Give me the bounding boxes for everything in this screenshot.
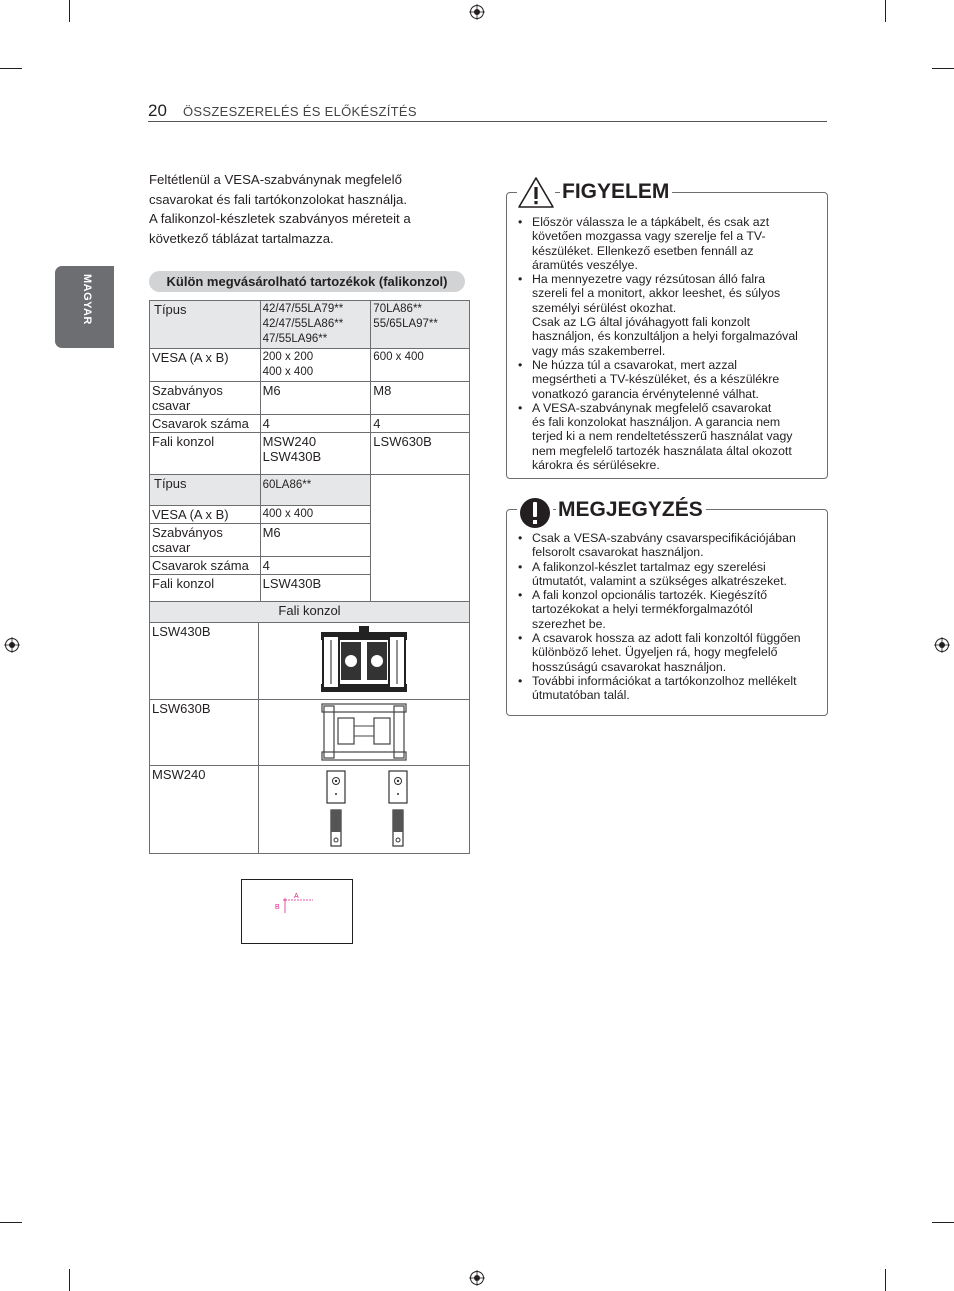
spec-bracket-col1: MSW240 LSW430B xyxy=(260,433,371,475)
spec-empty-cell xyxy=(371,475,470,605)
spec-row-label: Szabványos csavar xyxy=(150,382,261,415)
spec-screw-col1: M6 xyxy=(260,382,371,415)
caution-item: • Először válassza le a tápkábelt, és csak azt követően mozgassa vagy szerelje fel a TV- készüléket. Ellenkező esetben fennáll az áramütés veszélye. xyxy=(517,215,822,272)
msw240-bracket-icon xyxy=(259,766,469,850)
caution-item: • A VESA-szabványnak megfelelő csavarokat és fali konzolokat használjon. A garancia nem terjed ki a nem rendeltetésszerű használat vagy nem megfelelő tartozék használata által okozott károkra és sérülésekre. xyxy=(517,401,822,472)
bracket-table xyxy=(149,601,470,854)
bracket-illustration-cell xyxy=(259,700,470,766)
warning-triangle-icon xyxy=(517,176,555,209)
crop-mark xyxy=(0,68,22,69)
vesa-dimension-diagram xyxy=(241,879,353,945)
note-list xyxy=(517,531,822,703)
caution-item: • Ha mennyezetre vagy rézsútosan álló falra szereli fel a monitort, akkor leeshet, és súlyos személyi sérülést okozhat. Csak az LG által jóváhagyott fali konzolt használjon, és konzultáljon a helyi forgalmazóval vagy más szakemberrel. xyxy=(517,272,822,358)
note-title: MEGJEGYZÉS xyxy=(556,498,706,522)
spec-models-col1: 42/47/55LA79** 42/47/55LA86** 47/55LA96** xyxy=(260,301,371,349)
spec-count-col1: 4 xyxy=(260,415,371,433)
registration-mark-icon xyxy=(469,1270,485,1286)
spec-screw-col2: M8 xyxy=(371,382,470,415)
intro-line: A falikonzol-készletek szabványos méreteit a xyxy=(149,211,411,226)
crop-mark xyxy=(69,1269,70,1291)
intro-text xyxy=(149,170,449,248)
spec-row-label: Típus xyxy=(150,301,261,349)
spec-model-60: 60LA86** xyxy=(260,475,371,506)
caution-item: • Ne húzza túl a csavarokat, mert azzal megsértheti a TV-készüléket, és a készülékre vonatkozó garancia érvénytelenné válhat. xyxy=(517,358,822,401)
bracket-name: LSW630B xyxy=(150,700,259,766)
spec-models-col2: 70LA86** 55/65LA97** xyxy=(371,301,470,349)
registration-mark-icon xyxy=(4,637,20,653)
language-tab xyxy=(55,266,114,348)
intro-line: következő táblázat tartalmazza. xyxy=(149,230,334,246)
note-item: • A falikonzol-készlet tartalmaz egy szerelési útmutatót, valamint a szükséges alkatrészeket. xyxy=(517,560,822,589)
spec-row-label: Csavarok száma xyxy=(150,415,261,433)
section-title: ÖSSZESZERELÉS ÉS ELŐKÉSZÍTÉS xyxy=(183,104,417,119)
spec-bracket-col2: LSW630B xyxy=(371,433,470,475)
bracket-name: LSW430B xyxy=(150,623,259,700)
crop-mark xyxy=(885,0,886,22)
spec-row-label: Fali konzol xyxy=(150,575,261,605)
header-rule xyxy=(148,121,827,122)
crop-mark xyxy=(932,1222,954,1223)
spec-vesa-col1: 200 x 200 400 x 400 xyxy=(260,349,371,382)
spec-count-col2: 4 xyxy=(371,415,470,433)
intro-line: Feltétlenül a VESA-szabványnak megfelelő xyxy=(149,172,402,187)
spec-vesa-60: 400 x 400 xyxy=(260,506,371,524)
spec-table-main xyxy=(149,300,470,605)
registration-mark-icon xyxy=(934,637,950,653)
note-item: • További információkat a tartókonzolhoz mellékelt útmutatóban talál. xyxy=(517,674,822,703)
spec-row-label: Fali konzol xyxy=(150,433,261,475)
crop-mark xyxy=(0,1222,22,1223)
spec-row-label: VESA (A x B) xyxy=(150,506,261,524)
exclamation-circle-icon xyxy=(517,496,553,530)
spec-count-60: 4 xyxy=(260,557,371,575)
note-item: • Csak a VESA-szabvány csavarspecifikációjában felsorolt csavarokat használjon. xyxy=(517,531,822,560)
registration-mark-icon xyxy=(469,4,485,20)
spec-row-label: Típus xyxy=(150,475,261,506)
bracket-illustration-cell xyxy=(259,623,470,700)
diagram-label-b: B xyxy=(275,904,280,911)
caution-list xyxy=(517,215,822,472)
lsw430b-bracket-icon xyxy=(319,626,409,696)
caution-title: FIGYELEM xyxy=(560,180,672,204)
bracket-illustration-cell xyxy=(259,766,470,854)
diagram-label-a: A xyxy=(294,893,299,900)
crop-mark xyxy=(69,0,70,22)
spec-row-label: Szabványos csavar xyxy=(150,524,261,557)
lsw630b-bracket-icon xyxy=(320,702,408,762)
spec-row-label: Csavarok száma xyxy=(150,557,261,575)
note-item: • A fali konzol opcionális tartozék. Kiegészítő tartozékokat a helyi termékforgalmazótól szerezhet be. xyxy=(517,588,822,631)
bracket-name: MSW240 xyxy=(150,766,259,854)
crop-mark xyxy=(932,68,954,69)
accessories-heading: Külön megvásárolható tartozékok (falikonzol) xyxy=(149,271,465,292)
spec-vesa-col2: 600 x 400 xyxy=(371,349,470,382)
language-tab-label: MAGYAR xyxy=(81,274,93,325)
spec-bracket-60: LSW430B xyxy=(260,575,371,605)
note-item: • A csavarok hossza az adott fali konzoltól függően különböző lehet. Ügyeljen rá, hogy megfelelő hosszúságú csavarokat használjon. xyxy=(517,631,822,674)
bracket-table-header: Fali konzol xyxy=(150,602,470,623)
intro-line: csavarokat és fali tartókonzolokat használja. xyxy=(149,191,408,207)
page-number: 20 xyxy=(148,101,167,120)
spec-screw-60: M6 xyxy=(260,524,371,557)
crop-mark xyxy=(885,1269,886,1291)
spec-row-label: VESA (A x B) xyxy=(150,349,261,382)
